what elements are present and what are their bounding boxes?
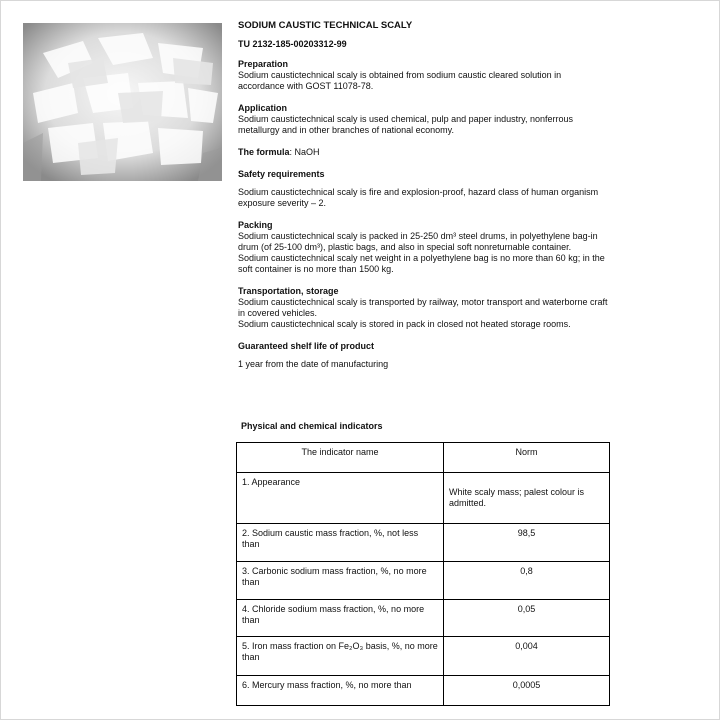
indicator-norm: 0,8 [444,562,610,600]
spec-text [238,20,610,370]
caustic-flakes-photo [23,23,222,181]
table-row [237,562,610,600]
column-header-indicator: The indicator name [237,443,444,473]
formula-line [238,147,610,158]
table-row [237,676,610,706]
safety-text: Sodium caustictechnical scaly is fire and explosion-proof, hazard class of human organism exposure severity – 2. [238,187,599,208]
indicator-norm: 98,5 [444,524,610,562]
shelf-heading: Guaranteed shelf life of product [238,341,375,351]
indicators-table [236,442,610,706]
application-text: Sodium caustictechnical scaly is used chemical, pulp and paper industry, nonferrous metallurgy and in other branches of national economy. [238,114,574,135]
indicator-name: 5. Iron mass fraction on Fe₂O₃ basis, %, no more than [237,637,444,676]
transport-text-1: Sodium caustictechnical scaly is transported by railway, motor transport and waterborne craft in covered vehicles. [238,297,608,318]
flakes-image [23,23,222,181]
indicator-norm: 0,004 [444,637,610,676]
application-heading: Application [238,103,287,113]
indicator-name: 3. Carbonic sodium mass fraction, %, no more than [237,562,444,600]
column-header-norm: Norm [444,443,610,473]
packing-text-1: Sodium caustictechnical scaly is packed in 25-250 dm³ steel drums, in polyethylene bag-in drum (of 25-100 dm³), plastic bags, and also in special soft nonreturnable container. [238,231,598,252]
indicator-norm: White scaly mass; palest colour is admitted. [444,473,610,524]
table-header-row [237,443,610,473]
indicators-title: Physical and chemical indicators [241,421,383,431]
indicator-name: 4. Chloride sodium mass fraction, %, no more than [237,600,444,637]
safety-heading: Safety requirements [238,169,325,179]
transport-text-2: Sodium caustictechnical scaly is stored in pack in closed not heated storage rooms. [238,319,571,329]
table-row [237,473,610,524]
packing-text-2: Sodium caustictechnical scaly net weight in a polyethylene bag is no more than 60 kg; in the soft container is no more than 1500 kg. [238,253,605,274]
shelf-text: 1 year from the date of manufacturing [238,359,389,369]
indicator-name: 6. Mercury mass fraction, %, no more than [237,676,444,706]
preparation-heading: Preparation [238,59,289,69]
formula-label: The formula [238,147,290,157]
preparation-text: Sodium caustictechnical scaly is obtained from sodium caustic cleared solution in accordance with GOST 11078-78. [238,70,562,91]
table-row [237,600,610,637]
indicator-norm: 0,0005 [444,676,610,706]
indicator-norm: 0,05 [444,600,610,637]
table-row [237,524,610,562]
indicator-name: 2. Sodium caustic mass fraction, %, not less than [237,524,444,562]
packing-heading: Packing [238,220,273,230]
transport-heading: Transportation, storage [238,286,339,296]
indicator-name: 1. Appearance [237,473,444,524]
table-row [237,637,610,676]
tu-code: TU 2132-185-00203312-99 [238,39,347,49]
formula-value: : NaOH [289,147,320,157]
page-title: SODIUM CAUSTIC TECHNICAL SCALY [238,20,413,31]
